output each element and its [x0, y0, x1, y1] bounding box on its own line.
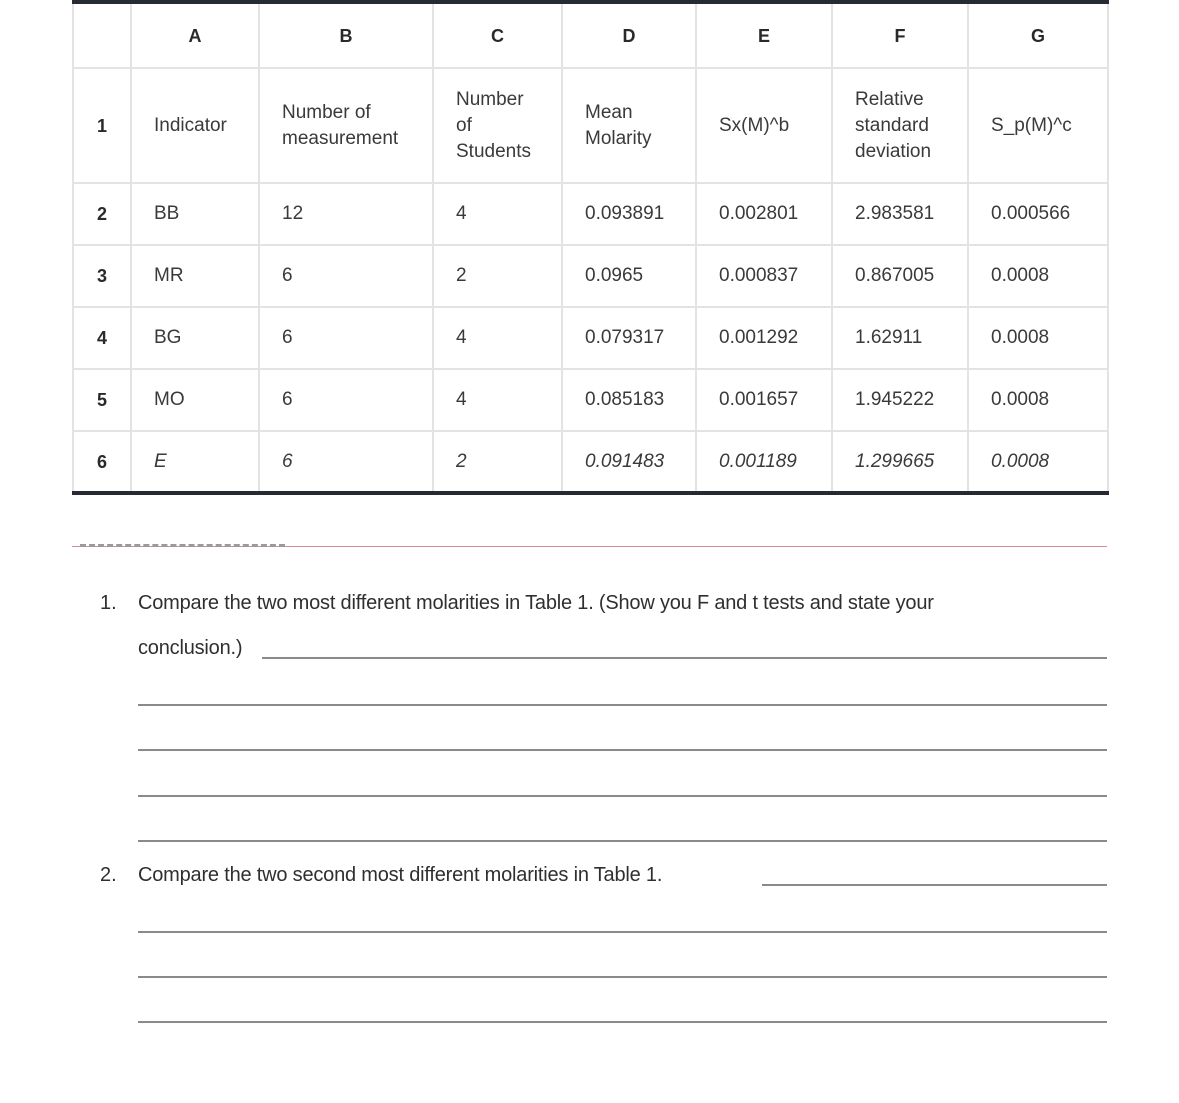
cell-rsd[interactable]: 1.62911 — [832, 307, 968, 369]
cell-rsd[interactable]: 0.867005 — [832, 245, 968, 307]
question-1-text: Compare the two most different molarities in Table 1. (Show you F and t tests and state your — [138, 592, 934, 614]
header-text: measurement — [282, 127, 399, 149]
cell-sx[interactable]: 0.001657 — [696, 369, 832, 431]
cell-indicator[interactable]: BB — [131, 183, 259, 245]
column-header-f[interactable]: F — [832, 2, 968, 68]
cell-measurements[interactable]: 6 — [259, 245, 433, 307]
header-text: Relative — [855, 88, 924, 110]
cell-sx[interactable]: 0.001292 — [696, 307, 832, 369]
cell-mean-molarity[interactable]: 0.091483 — [562, 431, 696, 493]
header-cell-number-of-measurement[interactable] — [259, 68, 433, 183]
header-cell-relative-standard-deviation[interactable] — [832, 68, 968, 183]
cell-indicator[interactable]: MO — [131, 369, 259, 431]
table-row — [73, 307, 1108, 369]
cell-students[interactable]: 4 — [433, 183, 562, 245]
header-text: Molarity — [585, 127, 652, 149]
header-cell-indicator[interactable] — [131, 68, 259, 183]
row-number-4[interactable]: 4 — [73, 307, 131, 369]
header-cell-number-of-students[interactable] — [433, 68, 562, 183]
table-row — [73, 431, 1108, 493]
question-1-number: 1. — [100, 592, 117, 614]
header-text: standard — [855, 114, 929, 136]
cell-indicator[interactable]: MR — [131, 245, 259, 307]
table-row — [73, 369, 1108, 431]
answer-line[interactable] — [138, 749, 1107, 751]
cell-sp[interactable]: 0.0008 — [968, 431, 1108, 493]
question-2-number: 2. — [100, 864, 117, 886]
column-header-a[interactable]: A — [131, 2, 259, 68]
question-1-continuation: conclusion.) — [138, 637, 243, 659]
spreadsheet-table — [72, 0, 1109, 495]
row-number-5[interactable]: 5 — [73, 369, 131, 431]
header-cell-mean-molarity[interactable] — [562, 68, 696, 183]
answer-line[interactable] — [262, 657, 1107, 659]
cell-sp[interactable]: 0.0008 — [968, 369, 1108, 431]
column-header-c[interactable]: C — [433, 2, 562, 68]
cell-measurements[interactable]: 6 — [259, 307, 433, 369]
header-cell-sx[interactable] — [696, 68, 832, 183]
cell-mean-molarity[interactable]: 0.093891 — [562, 183, 696, 245]
answer-line[interactable] — [138, 704, 1107, 706]
answer-line[interactable] — [138, 976, 1107, 978]
cell-students[interactable]: 4 — [433, 307, 562, 369]
cell-sp[interactable]: 0.0008 — [968, 245, 1108, 307]
cell-rsd[interactable]: 1.945222 — [832, 369, 968, 431]
divider-dash-mark — [80, 544, 285, 547]
cell-rsd[interactable]: 2.983581 — [832, 183, 968, 245]
header-text: Sx(M)^b — [719, 114, 790, 136]
column-header-g[interactable]: G — [968, 2, 1108, 68]
answer-line[interactable] — [138, 931, 1107, 933]
header-text: deviation — [855, 140, 932, 162]
column-header-b[interactable]: B — [259, 2, 433, 68]
column-header-d[interactable]: D — [562, 2, 696, 68]
header-text: Students — [456, 140, 531, 162]
answer-line[interactable] — [138, 840, 1107, 842]
cell-mean-molarity[interactable]: 0.085183 — [562, 369, 696, 431]
row-number-1[interactable]: 1 — [73, 68, 131, 183]
question-2-text: Compare the two second most different molarities in Table 1. — [138, 864, 663, 886]
header-text: Indicator — [154, 114, 227, 136]
row-number-6[interactable]: 6 — [73, 431, 131, 493]
cell-sx[interactable]: 0.002801 — [696, 183, 832, 245]
cell-sp[interactable]: 0.000566 — [968, 183, 1108, 245]
cell-indicator[interactable]: BG — [131, 307, 259, 369]
row-number-2[interactable]: 2 — [73, 183, 131, 245]
cell-students[interactable]: 2 — [433, 245, 562, 307]
cell-measurements[interactable]: 6 — [259, 431, 433, 493]
header-text: Number of — [282, 101, 371, 123]
column-header-e[interactable]: E — [696, 2, 832, 68]
header-text: S_p(M)^c — [991, 114, 1072, 136]
cell-measurements[interactable]: 12 — [259, 183, 433, 245]
header-text: of — [456, 114, 472, 136]
answer-line[interactable] — [762, 884, 1107, 886]
table-row — [73, 183, 1108, 245]
cell-measurements[interactable]: 6 — [259, 369, 433, 431]
answer-line[interactable] — [138, 1021, 1107, 1023]
header-cell-sp[interactable] — [968, 68, 1108, 183]
cell-sp[interactable]: 0.0008 — [968, 307, 1108, 369]
header-text: Mean — [585, 101, 633, 123]
corner-cell[interactable] — [73, 2, 131, 68]
cell-rsd[interactable]: 1.299665 — [832, 431, 968, 493]
answer-line[interactable] — [138, 795, 1107, 797]
cell-sx[interactable]: 0.000837 — [696, 245, 832, 307]
cell-sx[interactable]: 0.001189 — [696, 431, 832, 493]
header-text: Number — [456, 88, 524, 110]
row-number-3[interactable]: 3 — [73, 245, 131, 307]
cell-students[interactable]: 2 — [433, 431, 562, 493]
cell-mean-molarity[interactable]: 0.0965 — [562, 245, 696, 307]
table-header-row — [73, 68, 1108, 183]
cell-students[interactable]: 4 — [433, 369, 562, 431]
table-row — [73, 245, 1108, 307]
cell-mean-molarity[interactable]: 0.079317 — [562, 307, 696, 369]
column-header-row — [73, 2, 1108, 68]
cell-indicator[interactable]: E — [131, 431, 259, 493]
